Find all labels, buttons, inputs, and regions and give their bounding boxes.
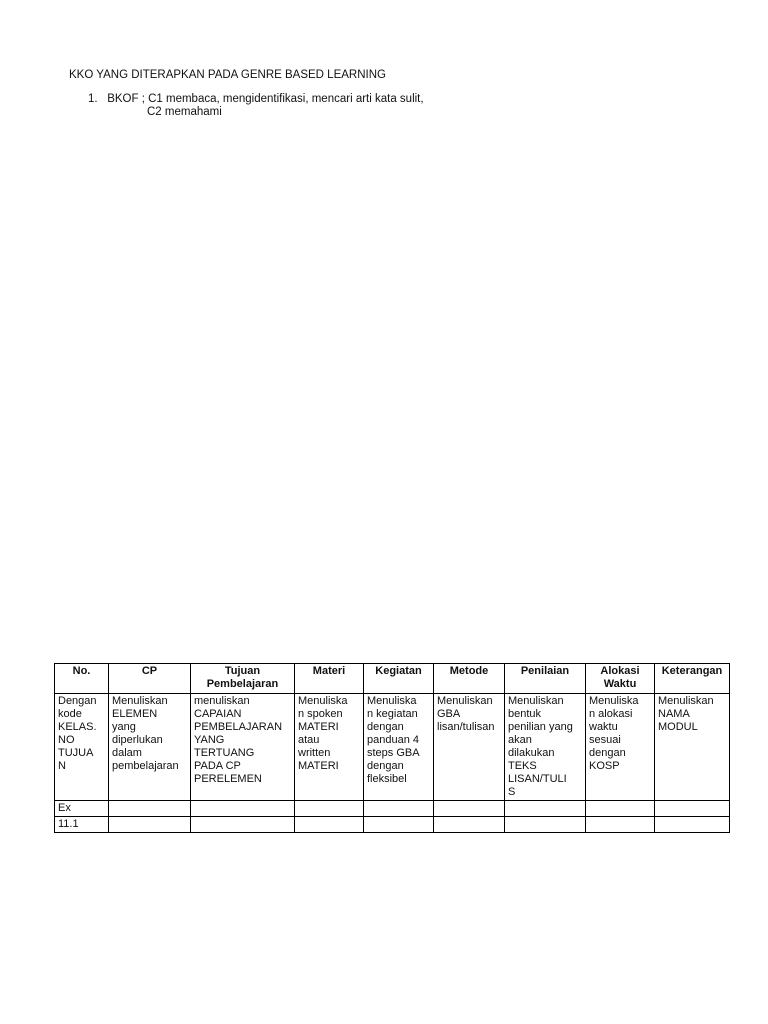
table-cell <box>434 817 505 833</box>
table-cell: Menuliska n kegiatan dengan panduan 4 steps GBA dengan fleksibel <box>364 694 434 801</box>
table-row <box>55 817 730 833</box>
list-item <box>88 93 424 106</box>
header-keterangan: Keterangan <box>655 664 730 694</box>
table-cell: Menuliska n alokasi waktu sesuai dengan KOSP <box>586 694 655 801</box>
header-materi: Materi <box>295 664 364 694</box>
header-cp: CP <box>109 664 191 694</box>
header-no: No. <box>55 664 109 694</box>
table-cell <box>655 801 730 817</box>
table-cell: Ex <box>55 801 109 817</box>
lesson-plan-table <box>54 663 730 833</box>
table-header-row <box>55 664 730 694</box>
table-cell <box>505 817 586 833</box>
table-cell <box>364 817 434 833</box>
document-heading: KKO YANG DITERAPKAN PADA GENRE BASED LEARNING <box>69 69 386 81</box>
table-row <box>55 694 730 801</box>
table-cell <box>109 817 191 833</box>
table-cell <box>295 801 364 817</box>
table-cell: 11.1 <box>55 817 109 833</box>
table-row <box>55 801 730 817</box>
header-alokasi-waktu: Alokasi Waktu <box>586 664 655 694</box>
header-tujuan-pembelajaran: Tujuan Pembelajaran <box>191 664 295 694</box>
table-cell <box>655 817 730 833</box>
list-item-text: BKOF ; C1 membaca, mengidentifikasi, mencari arti kata sulit, <box>107 93 424 105</box>
list-item-continuation: C2 memahami <box>147 106 222 118</box>
table-cell: Dengan kode KELAS. NO TUJUA N <box>55 694 109 801</box>
table-cell: Menuliskan GBA lisan/tulisan <box>434 694 505 801</box>
table-cell: Menuliskan bentuk penilian yang akan dilakukan TEKS LISAN/TULI S <box>505 694 586 801</box>
header-metode: Metode <box>434 664 505 694</box>
table-cell <box>434 801 505 817</box>
table-cell: Menuliskan NAMA MODUL <box>655 694 730 801</box>
list-item-number: 1. <box>88 93 98 105</box>
table-cell <box>586 801 655 817</box>
table-cell: menuliskan CAPAIAN PEMBELAJARAN YANG TERTUANG PADA CP PERELEMEN <box>191 694 295 801</box>
table-cell <box>586 817 655 833</box>
table-cell <box>364 801 434 817</box>
table-cell: Menuliskan ELEMEN yang diperlukan dalam pembelajaran <box>109 694 191 801</box>
table-cell <box>109 801 191 817</box>
header-penilaian: Penilaian <box>505 664 586 694</box>
table-cell <box>191 817 295 833</box>
header-kegiatan: Kegiatan <box>364 664 434 694</box>
table-cell <box>191 801 295 817</box>
table-cell <box>505 801 586 817</box>
table-cell: Menuliska n spoken MATERI atau written MATERI <box>295 694 364 801</box>
numbered-list <box>88 93 424 119</box>
table-cell <box>295 817 364 833</box>
